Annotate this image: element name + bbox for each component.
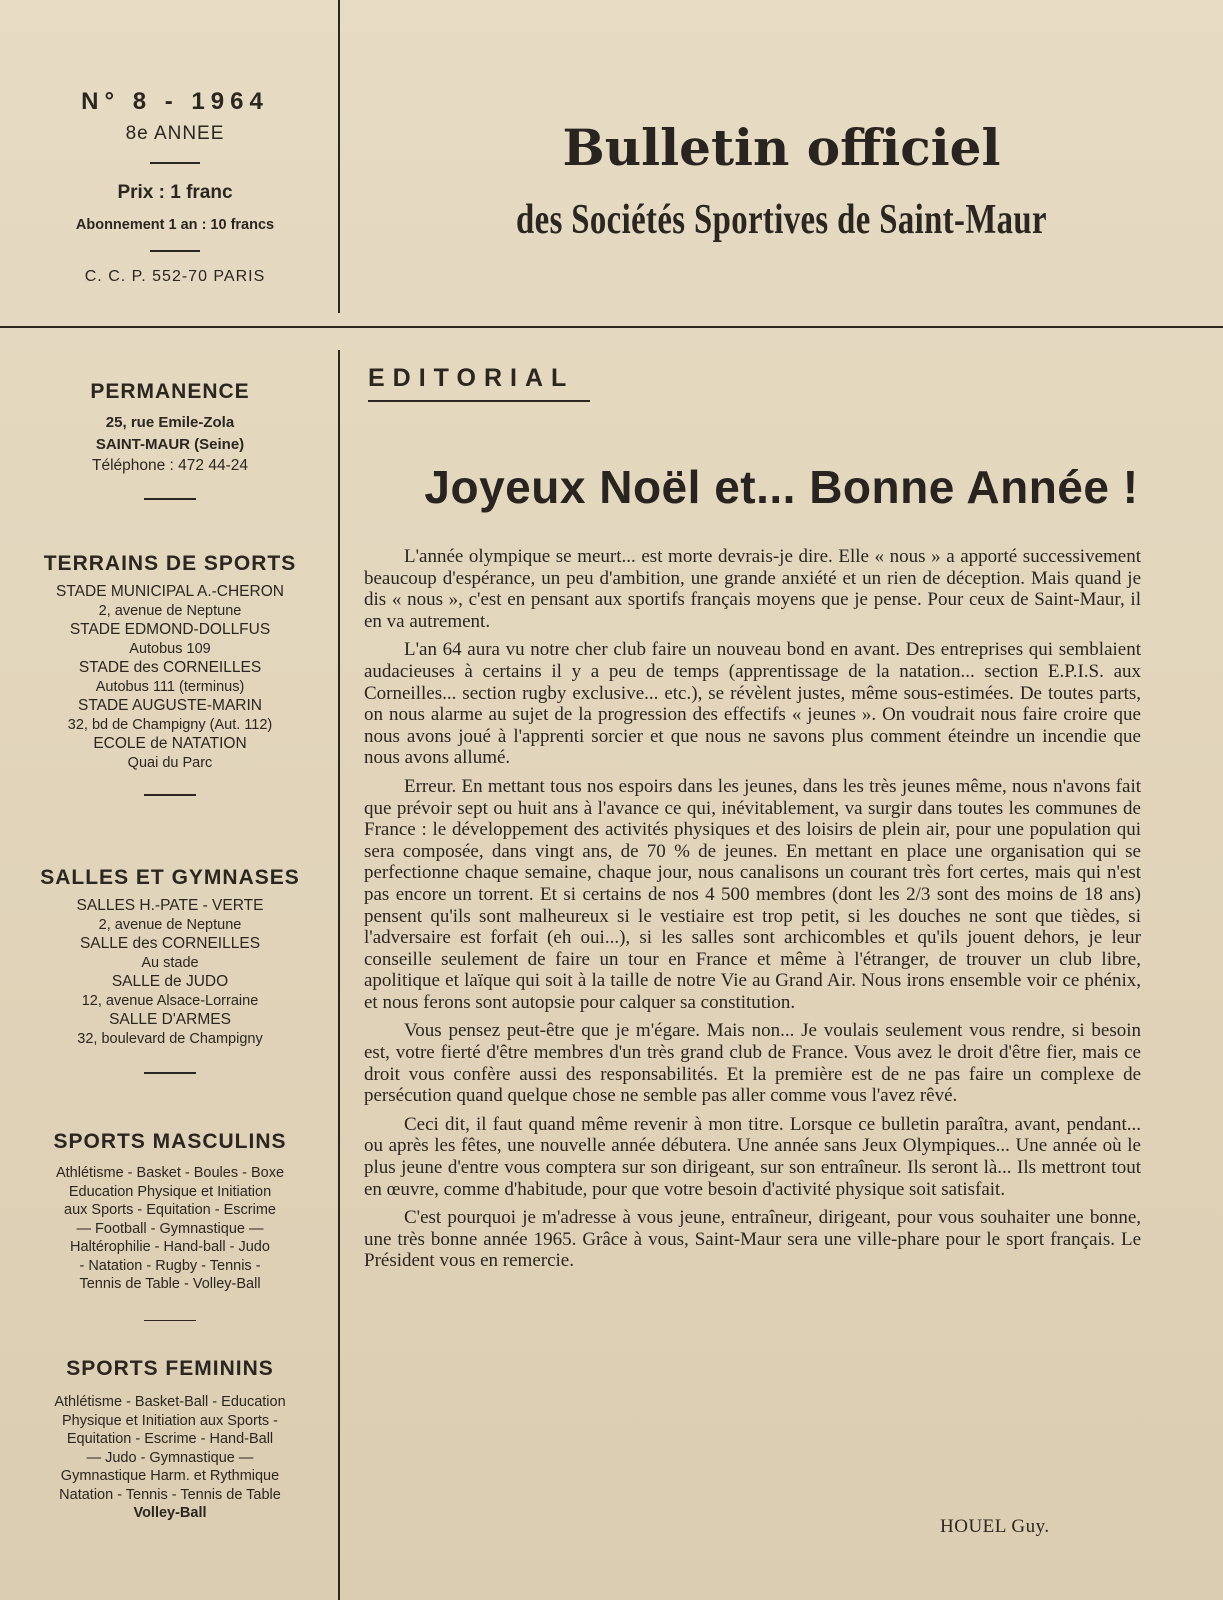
salles-heading: SALLES ET GYMNASES — [40, 866, 300, 889]
divider — [144, 498, 196, 500]
terrain-name: STADE AUGUSTE-MARIN — [77, 697, 262, 714]
salle-name: SALLE de JUDO — [111, 973, 229, 990]
feminins-block — [20, 1357, 320, 1523]
feminins-line: Physique et Initiation aux Sports - — [61, 1412, 278, 1429]
permanence-heading: PERMANENCE — [90, 380, 250, 403]
editorial-label: EDITORIAL — [368, 364, 575, 392]
paragraph: Ceci dit, il faut quand même revenir à mon titre. Lorsque ce bulletin paraîtra, avant, pendant... ou après les fêtes, une nouvelle année débutera. Une année sans Jeux Olympiques... Une année où le plus jeune d'entre vous comptera sur son dirigeant, sur son entraîneur. Ils seront là... Ils mettront tout en œuvre, comme d'habitude, pour que votre besoin d'activité physique soit satisfait. — [364, 1113, 1141, 1200]
feminins-line: Equitation - Escrime - Hand-Ball — [66, 1431, 274, 1447]
masculins-heading: SPORTS MASCULINS — [53, 1130, 287, 1153]
terrain-name: ECOLE de NATATION — [93, 735, 247, 752]
editorial-underline — [368, 400, 590, 402]
salles-block — [20, 866, 320, 1074]
salle-detail: 12, avenue Alsace-Lorraine — [81, 993, 259, 1009]
editorial-body — [364, 546, 1141, 1279]
paragraph: Erreur. En mettant tous nos espoirs dans les jeunes, dans les très jeunes même, nous n'avons fait que prévoir sept ou huit ans à l'avance ce qui, inévitablement, va surgir dans toutes les communes de France : le développement des activités physiques et des loisirs de plein air, pour une population qui sera composée, dans vingt ans, de 70 % de jeunes. En mettant en place une organisation qui se perfectionne chaque semaine, chaque jour, nous canalisons un courant très fort certes, mais qui n'est pas encore un torrent. Et si certains de nos 4 500 membres (dont les 2/3 sont des moins de 18 ans) pensent qu'ils sont malheureux si le vestiaire est trop petit, si les douches ne sont que tièdes, si l'adversaire est forfait (eh oui...), si les salles sont archicombles et qu'ils jouent dehors, je leur conseille seulement de faire un tour en France et même à l'étranger, de trouver un club libre, apolitique et laïque qui soit à la taille de notre Vie au Grand Air. Nous irons ensemble voir ce phénix, et nous ferons sont autopsie pour calquer sa constitution. — [364, 775, 1141, 1013]
terrains-heading: TERRAINS DE SPORTS — [43, 552, 297, 575]
masculins-line: Haltérophilie - Hand-ball - Judo — [70, 1239, 270, 1255]
paragraph: L'année olympique se meurt... est morte devrais-je dire. Elle « nous » a apporté successivement beaucoup d'espérance, un peu d'ambition, une grande anxiété et un rien de déception. Mais quand je dis « nous », c'est en pensant aux sportifs français moyens que je pense. Pour ceux de Saint-Maur, il en va autrement. — [364, 546, 1141, 632]
masculins-line: - Natation - Rugby - Tennis - — [79, 1257, 261, 1274]
salle-detail: 32, boulevard de Champigny — [77, 1031, 263, 1047]
issue-year: 8e ANNEE — [125, 123, 225, 144]
terrain-detail: Quai du Parc — [127, 755, 213, 771]
permanence-address: 25, rue Emile-Zola — [105, 414, 235, 431]
masthead-rule — [0, 326, 1223, 328]
paragraph: Vous pensez peut-être que je m'égare. Mais non... Je voulais seulement vous rendre, si besoin est, votre fierté d'être membres d'un très grand club de France. Vous avez le droit d'être fier, mais ce droit vous confère aussi des responsabilités. Et la première est de ne pas faire un complexe de persécution quand quelque chose ne semble pas aller comme vous l'avez rêvé. — [364, 1020, 1141, 1107]
terrain-detail: 32, bd de Champigny (Aut. 112) — [67, 717, 273, 733]
masculins-line: Tennis de Table - Volley-Ball — [79, 1276, 261, 1292]
feminins-line: Natation - Tennis - Tennis de Table — [59, 1486, 281, 1503]
issue-number: N° 8 - 1964 — [81, 88, 269, 115]
masculins-line: Education Physique et Initiation — [68, 1183, 272, 1200]
signature: HOUEL Guy. — [940, 1516, 1050, 1537]
permanence-block — [20, 380, 320, 500]
bulletin-title: Bulletin officiel — [562, 118, 1001, 177]
column-divider — [338, 350, 340, 1600]
subscription: Abonnement 1 an : 10 francs — [75, 217, 275, 233]
bulletin-subtitle: des Sociétés Sportives de Saint-Maur — [516, 197, 1047, 243]
terrain-detail: 2, avenue de Neptune — [98, 603, 242, 619]
divider — [144, 1072, 196, 1074]
permanence-phone: Téléphone : 472 44-24 — [92, 457, 248, 474]
terrain-detail: Autobus 111 (terminus) — [95, 679, 245, 695]
divider — [150, 250, 200, 252]
terrain-name: STADE MUNICIPAL A.-CHERON — [56, 583, 284, 600]
ccp: C. C. P. 552-70 PARIS — [84, 268, 266, 285]
salle-name: SALLE des CORNEILLES — [79, 935, 261, 952]
terrain-name: STADE EDMOND-DOLLFUS — [69, 621, 271, 638]
salle-name: SALLES H.-PATE - VERTE — [76, 897, 264, 914]
paragraph: L'an 64 aura vu notre cher club faire un nouveau bond en avant. Des entreprises qui semblaient audacieuses à certains il y a peu de temps (apprentissage de la natation... section E.P.I.S. aux Corneilles... section rugby exclusive... etc.), se révèlent justes, même sous-estimées. De toutes parts, on nous alarme au sujet de la progression des effectifs « jeunes ». On voudrait nous faire croire que nous avons joué à l'apprenti sorcier et que nous ne savons plus comment éteindre un incendie que nous avons allumé. — [364, 639, 1141, 769]
masculins-line: aux Sports - Equitation - Escrime — [64, 1202, 276, 1218]
divider — [144, 794, 196, 796]
feminins-line: Gymnastique Harm. et Rythmique — [60, 1468, 280, 1484]
masculins-block — [20, 1130, 320, 1321]
salle-name: SALLE D'ARMES — [109, 1011, 231, 1028]
masculins-line: Athlétisme - Basket - Boules - Boxe — [55, 1165, 285, 1181]
feminins-line: Athlétisme - Basket-Ball - Education — [54, 1394, 286, 1410]
terrains-block — [20, 552, 320, 796]
salle-detail: Au stade — [141, 955, 199, 971]
paragraph: C'est pourquoi je m'adresse à vous jeune, entraîneur, dirigeant, pour vous souhaiter une bonne, une très bonne année 1965. Grâce à vous, Saint-Maur sera une ville-phare pour le sport français. Le Président vous en remercie. — [364, 1207, 1141, 1272]
editorial-headline: Joyeux Noël et... Bonne Année ! — [424, 461, 1139, 513]
terrain-name: STADE des CORNEILLES — [78, 659, 262, 676]
permanence-city: SAINT-MAUR (Seine) — [95, 436, 245, 453]
salle-detail: 2, avenue de Neptune — [98, 917, 242, 933]
masculins-line: — Football - Gymnastique — — [76, 1220, 264, 1237]
feminins-heading: SPORTS FEMININS — [66, 1357, 274, 1380]
feminins-line: Volley-Ball — [133, 1505, 207, 1521]
divider — [144, 1320, 196, 1322]
price: Prix : 1 franc — [117, 182, 233, 203]
terrain-detail: Autobus 109 — [129, 641, 211, 657]
feminins-line: — Judo - Gymnastique — — [86, 1449, 254, 1466]
divider — [150, 162, 200, 164]
